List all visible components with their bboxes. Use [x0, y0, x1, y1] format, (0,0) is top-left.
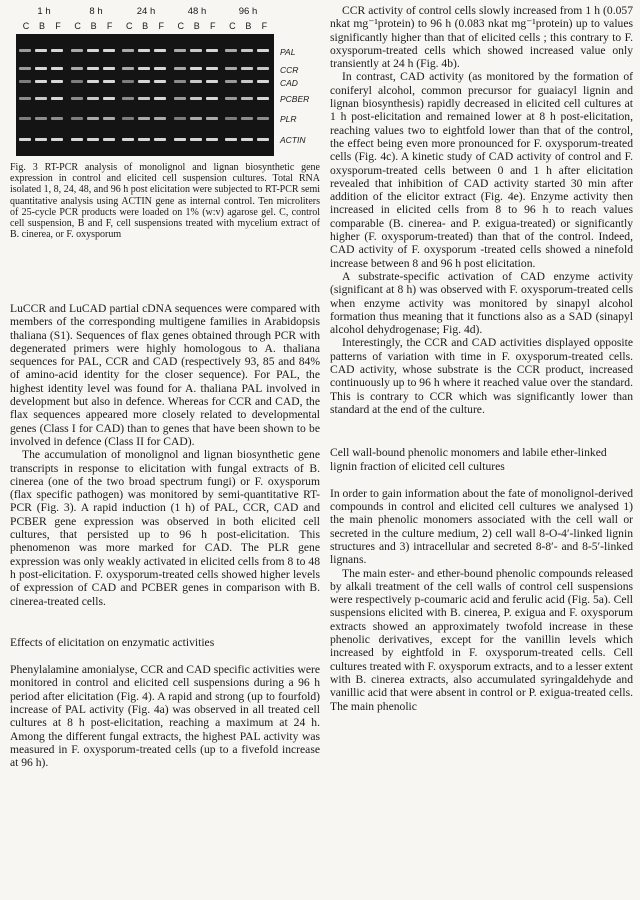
gel-band [190, 67, 202, 70]
gel-band [103, 138, 115, 141]
gel-band [87, 49, 99, 52]
gel-band [206, 80, 218, 83]
gel-band [154, 67, 166, 70]
gel-band [71, 97, 83, 100]
figure-3-rt-pcr-gel [10, 4, 320, 156]
gel-band [206, 97, 218, 100]
gel-time-label: 8 h [89, 6, 103, 17]
gel-lane-label: F [106, 21, 113, 31]
gel-band [138, 117, 150, 120]
gel-band [206, 67, 218, 70]
gel-band [103, 97, 115, 100]
gene-label-cad: CAD [280, 78, 298, 88]
gel-band [51, 67, 63, 70]
gel-band [241, 138, 253, 141]
gel-band [257, 97, 269, 100]
gel-band [35, 117, 47, 120]
gene-label-actin: ACTIN [280, 135, 306, 145]
gel-band [154, 97, 166, 100]
gel-band [71, 138, 83, 141]
body-paragraph: Interestingly, the CCR and CAD activities displayed opposite patterns of variation with time in F. oxysporum-treated cells. CAD activity, whose substrate is the CCR product, increased continuously up to 96 h where it reached value over the standard. This is contrary to CCR which was significantly lower than standard at the end of the culture. [330, 336, 633, 416]
gel-band [103, 49, 115, 52]
gel-band [174, 138, 186, 141]
gel-band [19, 97, 31, 100]
gel-band [71, 49, 83, 52]
gel-band [51, 117, 63, 120]
gel-lane-label: B [193, 21, 200, 31]
gel-band [206, 117, 218, 120]
gel-band [190, 80, 202, 83]
gel-band [71, 117, 83, 120]
gel-band [19, 67, 31, 70]
body-paragraph: A substrate-specific activation of CAD enzyme activity (significant at 8 h) was observed with F. oxysporum-treated cells when enzyme activity was monitored by sinapyl alcohol formation thus meaning that it functions also as a SAD (sinapyl alcohol dehydrogenase; Fig. 4d). [330, 269, 633, 337]
gel-band [190, 117, 202, 120]
gel-band [19, 138, 31, 141]
body-paragraph: CCR activity of control cells slowly increased from 1 h (0.057 nkat mg⁻¹protein) to 96 h (0.083 nkat mg⁻¹protein) up to values significantly higher than that of elicited cells ; this contrary to F. oxysporum-treated cells which showed increased value only transiently at 24 h (Fig. 4b). [330, 4, 633, 71]
gel-band [71, 67, 83, 70]
gel-lane-label: C [229, 21, 236, 31]
gel-band [225, 97, 237, 100]
left-column [10, 4, 320, 770]
gel-band [154, 80, 166, 83]
gel-band [87, 117, 99, 120]
gene-label-pcber: PCBER [280, 94, 310, 104]
gel-lane-label: B [245, 21, 252, 31]
gel-band [257, 117, 269, 120]
gel-band [138, 67, 150, 70]
body-paragraph: In contrast, CAD activity (as monitored by the formation of coniferyl alcohol, common precursor for guaiacyl lignin and lignan biosynthesis) rapidly decreased in elicited cell cultures at 1 h post-elicitation and remained lower at 8 h post-elicitation, reaching values two to eightfold lower than that of the control, the effect being even more pronounced for F. oxysporum-treated cells (Fig. 4c). A kinetic study of CAD activity of control and F. oxysporum-treated cells between 0 and 1 h after elicitation revealed that inhibition of CAD activity started 30 min after addition of the elicitor extract (Fig. 4e). Enzyme activity then increased in elicited cells from 8 to 96 h to reach values comparable (B. cinerea- and P. exigua-treated) or significantly higher (F. oxysporum-treated) than that of the control. Indeed, CAD activity of F. oxysporum -treated cells showed a ninefold increase between 8 and 96 h post elicitation. [330, 70, 633, 270]
gel-lane-label: F [55, 21, 61, 31]
gel-band [206, 49, 218, 52]
gel-band [71, 80, 83, 83]
gel-lane-label: C [125, 21, 133, 31]
gel-band [35, 80, 47, 83]
gel-band [103, 117, 115, 120]
gel-lane-label: B [90, 21, 97, 31]
gel-band [122, 97, 134, 100]
gel-time-label: 96 h [238, 6, 258, 17]
gel-band [19, 80, 31, 83]
gel-band [190, 138, 202, 141]
body-paragraph: Phenylalamine amonialyse, CCR and CAD specific activities were monitored in control and elicited cell suspensions during a 96 h period after elicitation (Fig. 4). A rapid and strong (up to fourfold) increase of PAL activity (Fig. 4a) was observed in all treated cell cultures at 8 h post-elicitation, reaching a maximum at 24 h. Among the different fungal extracts, the highest PAL activity was measured in F. oxysporum-treated cells (up to a fivefold increase at 96 h). [10, 663, 320, 770]
gel-band [87, 67, 99, 70]
gel-band [257, 67, 269, 70]
gel-band [122, 117, 134, 120]
gel-lane-label: C [22, 21, 30, 31]
gel-band [225, 80, 237, 83]
gel-band [51, 80, 63, 83]
gene-label-plr: PLR [280, 114, 297, 124]
gel-lane-label: B [38, 21, 45, 31]
gel-lane-label: C [74, 21, 81, 31]
gel-band [241, 80, 253, 83]
gel-band [35, 67, 47, 70]
gel-band [174, 67, 186, 70]
gel-band [241, 67, 253, 70]
gel-lane-label: F [158, 21, 164, 31]
gel-band [257, 138, 269, 141]
gel-band [122, 80, 134, 83]
gel-band [35, 138, 47, 141]
gel-band [257, 80, 269, 83]
gel-band [35, 97, 47, 100]
gel-band [154, 117, 166, 120]
gel-band [138, 49, 150, 52]
gel-band [35, 49, 47, 52]
gel-band [87, 80, 99, 83]
gel-band [241, 97, 253, 100]
gel-band [225, 138, 237, 141]
section-heading: Effects of elicitation on enzymatic activities [10, 635, 215, 649]
gel-band [190, 97, 202, 100]
section-heading: Cell wall-bound phenolic monomers and labile ether-linked lignin fraction of elicited cell cultures [330, 446, 607, 473]
gel-band [241, 117, 253, 120]
gene-label-ccr: CCR [280, 65, 299, 75]
gel-band [87, 138, 99, 141]
gel-band [138, 97, 150, 100]
gel-band [138, 138, 150, 141]
gel-band [174, 49, 186, 52]
gel-band [154, 138, 166, 141]
gel-band [103, 80, 115, 83]
gel-band [51, 97, 63, 100]
gel-time-label: 48 h [187, 6, 207, 17]
gel-band [103, 67, 115, 70]
gel-lane-label: F [261, 21, 268, 31]
gel-band [206, 138, 218, 141]
gel-band [257, 49, 269, 52]
gel-band [122, 49, 134, 52]
gel-lane-label: F [210, 21, 216, 31]
body-paragraph: LuCCR and LuCAD partial cDNA sequences were compared with members of the corresponding multigene families in Arabidopsis thaliana (S1). Sequences of flax genes obtained through PCR with degenerated primers were highly homologous to A. thaliana sequences for PAL, CCR and CAD (respectively 93, 85 and 84% of amino-acid identity for the closer sequence). For PAL, the highest identity level was found for A. thaliana PAL involved in development but also in defence. Whereas for CCR and CAD, the flax sequences appeared more closely related to developmental genes (Class I for CAD) than to genes that have been shown to be involved in defence (Class II for CAD). [10, 302, 320, 448]
body-paragraph: In order to gain information about the fate of monolignol-derived compounds in control and elicited cell cultures we analysed 1) the main phenolic monomers associated with the cell wall or secreted in the culture medium, 2) cell wall 8-O-4′-linked lignin structures and 3) intracellular and secreted 8-8′- and 8-5′-linked lignans. [330, 486, 633, 567]
gel-band [138, 80, 150, 83]
gel-band [51, 49, 63, 52]
gel-band [154, 49, 166, 52]
gel-band [225, 49, 237, 52]
gel-band [122, 67, 134, 70]
gel-band [174, 117, 186, 120]
gel-lane-label: C [177, 21, 185, 31]
gel-band [241, 49, 253, 52]
body-paragraph: The main ester- and ether-bound phenolic compounds released by alkali treatment of the cell walls of control cell suspensions were respectively p-coumaric acid and ferulic acid (Fig. 5a). Cell suspensions elicited with B. cinerea, P. exigua and F. oxysporum extracts showed an approximately twofold increase in these phenolic derivatives, except for the vanillin levels which increased by eightfold in F. oxysporum-treated cells. Cell cultures treated with F. oxysporum extracts, and to a lesser extent with B. cinerea extracts, also accumulated syringaldehyde and vanillic acid that were absent in control or P. exigua-treated cells. The main phenolic [330, 566, 633, 713]
gel-image [16, 34, 274, 156]
gel-band [87, 97, 99, 100]
gel-band [122, 138, 134, 141]
gel-band [225, 117, 237, 120]
figure-3-caption: Fig. 3 RT-PCR analysis of monolignol and lignan biosynthetic gene expression in control and elicited cell suspension cultures. Total RNA isolated 1, 8, 24, 48, and 96 h post elicitation were subjected to RT-PCR semi quantitative analysis using ACTIN gene as internal control. Ten microliters of 25-cycle PCR products were loaded on 1% (w:v) agarose gel. C, control cell suspension, B and F, cell suspensions treated with mycelium extract of B. cinerea, or F. oxysporum [10, 162, 320, 241]
gel-band [19, 49, 31, 52]
gel-band [225, 67, 237, 70]
gene-label-pal: PAL [280, 47, 296, 57]
gel-lane-labels [16, 21, 274, 32]
body-paragraph: The accumulation of monolignol and lignan biosynthetic gene transcripts in response to elicitation with fungal extracts of B. cinerea (one of the two broad spectrum fungi) or F. oxysporum (flax specific pathogen) was monitored by semi-quantitative RT-PCR (Fig. 3). A rapid induction (1 h) of PAL, CCR, CAD and PCBER gene expression was observed in both elicited cell cultures, that persisted up to 96 h post-elicitation. This phenomenon was more marked for CAD. The PLR gene expression was only weakly activated in elicited cells from 8 to 48 h post-elicitation. F. oxysporum-treated cells showed higher levels of expression of CAD and PCBER genes in comparison with B. cinerea-treated cells. [10, 448, 320, 608]
gel-band [174, 97, 186, 100]
gel-band [190, 49, 202, 52]
gel-band [174, 80, 186, 83]
gel-time-label: 24 h [136, 6, 156, 17]
gel-band [19, 117, 31, 120]
gel-time-labels [16, 6, 274, 18]
gel-time-label: 1 h [37, 6, 51, 17]
gel-band [51, 138, 63, 141]
gel-lane-label: B [142, 21, 149, 31]
right-column [330, 4, 633, 713]
